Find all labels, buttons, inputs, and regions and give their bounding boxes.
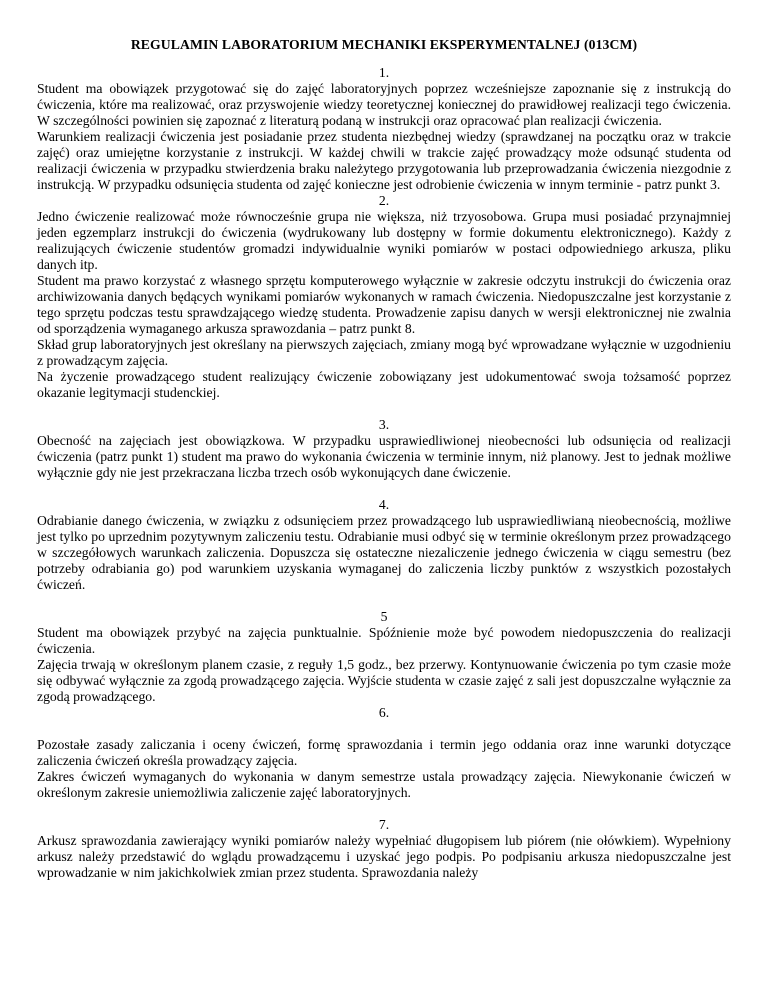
paragraph: Zajęcia trwają w określonym planem czasie, z reguły 1,5 godz., bez przerwy. Kontynuowanie ćwiczenia po tym czasie może się odbywać wyłącznie za zgodą prowadzącego zajęcia. Wyjście studenta w czasie zajęć z sali jest dopuszczalne wyłącznie za zgodą prowadzącego. xyxy=(37,657,731,704)
spacer xyxy=(37,401,731,417)
paragraph: Pozostałe zasady zaliczania i oceny ćwiczeń, formę sprawozdania i termin jego oddania oraz inne warunki dotyczące zaliczenia ćwiczeń określa prowadzący zajęcia. xyxy=(37,737,731,768)
paragraph: Obecność na zajęciach jest obowiązkowa. W przypadku usprawiedliwionej nieobecności lub odsunięcia od realizacji ćwiczenia (patrz punkt 1) student ma prawo do wykonania ćwiczenia w terminie innym, niż planowy. Jest to jednak możliwe wyłącznie gdy nie jest przekraczana liczba trzech osób wykonujących dane ćwiczenie. xyxy=(37,433,731,480)
paragraph: Odrabianie danego ćwiczenia, w związku z odsunięciem przez prowadzącego lub usprawiedliwianą nieobecnością, możliwe jest tylko po uprzednim pozytywnym zaliczeniu testu. Odrabianie musi odbyć się w terminie określonym przez prowadzącego w szczegółowych warunkach zaliczenia. Dopuszcza się ostateczne niezaliczenie jednego ćwiczenia w ciągu semestru (bez potrzeby odrabiania go) pod warunkiem uzyskania wymaganej do zaliczenia liczby punktów z wszystkich pozostałych ćwiczeń. xyxy=(37,513,731,592)
section-number: 6. xyxy=(378,705,390,720)
spacer xyxy=(37,481,731,497)
section-number: 7. xyxy=(378,817,390,832)
spacer xyxy=(37,721,731,737)
section-number: 3. xyxy=(378,417,390,432)
paragraph: Arkusz sprawozdania zawierający wyniki pomiarów należy wypełniać długopisem lub piórem (nie ołówkiem). Wypełniony arkusz należy przedstawić do wglądu prowadzącemu i uzyskać jego podpis. Po podpisaniu arkusza niedopuszczalne jest wprowadzanie w nim jakichkolwiek zmian przez studenta. Sprawozdania należy xyxy=(37,833,731,880)
section-number: 2. xyxy=(378,193,390,208)
paragraph: Na życzenie prowadzącego student realizujący ćwiczenie zobowiązany jest udokumentować swoja tożsamość poprzez okazanie legitymacji studenckiej. xyxy=(37,369,731,400)
paragraph: Warunkiem realizacji ćwiczenia jest posiadanie przez studenta niezbędnej wiedzy (sprawdzanej na początku oraz w trakcie zajęć) oraz umiejętne korzystanie z instrukcji. W każdej chwili w trakcie zajęć prowadzący może odsunąć studenta od realizacji ćwiczenia w przypadku stwierdzenia braku należytego przygotowania lub przeprowadzania ćwiczenia niezgodnie z instrukcją. W przypadku odsunięcia studenta od zajęć konieczne jest odrobienie ćwiczenia w innym terminie - patrz punkt 3. xyxy=(37,129,731,192)
paragraph: Zakres ćwiczeń wymaganych do wykonania w danym semestrze ustala prowadzący zajęcia. Niewykonanie ćwiczeń w określonym zakresie uniemożliwia zaliczenie zajęć laboratoryjnych. xyxy=(37,769,731,800)
document-title: REGULAMIN LABORATORIUM MECHANIKI EKSPERYMENTALNEJ (013CM) xyxy=(130,37,638,52)
section-number: 1. xyxy=(378,65,390,80)
spacer xyxy=(37,593,731,609)
paragraph: Student ma prawo korzystać z własnego sprzętu komputerowego wyłącznie w zakresie odczytu instrukcji do ćwiczenia oraz archiwizowania danych będących wynikami pomiarów wykonanych w ramach ćwiczenia. Niedopuszczalne jest korzystanie z tego sprzętu podczas testu sprawdzającego wiedzę studenta. Prowadzenie zapisu danych w wersji elektronicznej nie zwalnia od sporządzenia wymaganego arkusza sprawozdania – patrz punkt 8. xyxy=(37,273,731,336)
paragraph: Jedno ćwiczenie realizować może równocześnie grupa nie większa, niż trzyosobowa. Grupa musi posiadać przynajmniej jeden egzemplarz instrukcji do ćwiczenia (wydrukowany lub dostępny w formie dokumentu elektronicznego). Każdy z realizujących ćwiczenie studentów gromadzi indywidualnie wyniki pomiarów w postaci odpowiedniego arkusza, pliku danych itp. xyxy=(37,209,731,272)
section-number: 4. xyxy=(378,497,390,512)
section-number: 5 xyxy=(380,609,388,624)
paragraph: Student ma obowiązek przygotować się do zajęć laboratoryjnych poprzez wcześniejsze zapoznanie się z instrukcją do ćwiczenia, które ma realizować, oraz przyswojenie wiedzy teoretycznej koniecznej do prawidłowej realizacji tego ćwiczenia. W szczególności powinien się zapoznać z literaturą podaną w instrukcji oraz opracować plan realizacji ćwiczenia. xyxy=(37,81,731,128)
spacer xyxy=(37,801,731,817)
paragraph: Student ma obowiązek przybyć na zajęcia punktualnie. Spóźnienie może być powodem niedopuszczenia do realizacji ćwiczenia. xyxy=(37,625,731,656)
paragraph: Skład grup laboratoryjnych jest określany na pierwszych zajęciach, zmiany mogą być wprowadzane wyłącznie w uzgodnieniu z prowadzącym zajęcia. xyxy=(37,337,731,368)
